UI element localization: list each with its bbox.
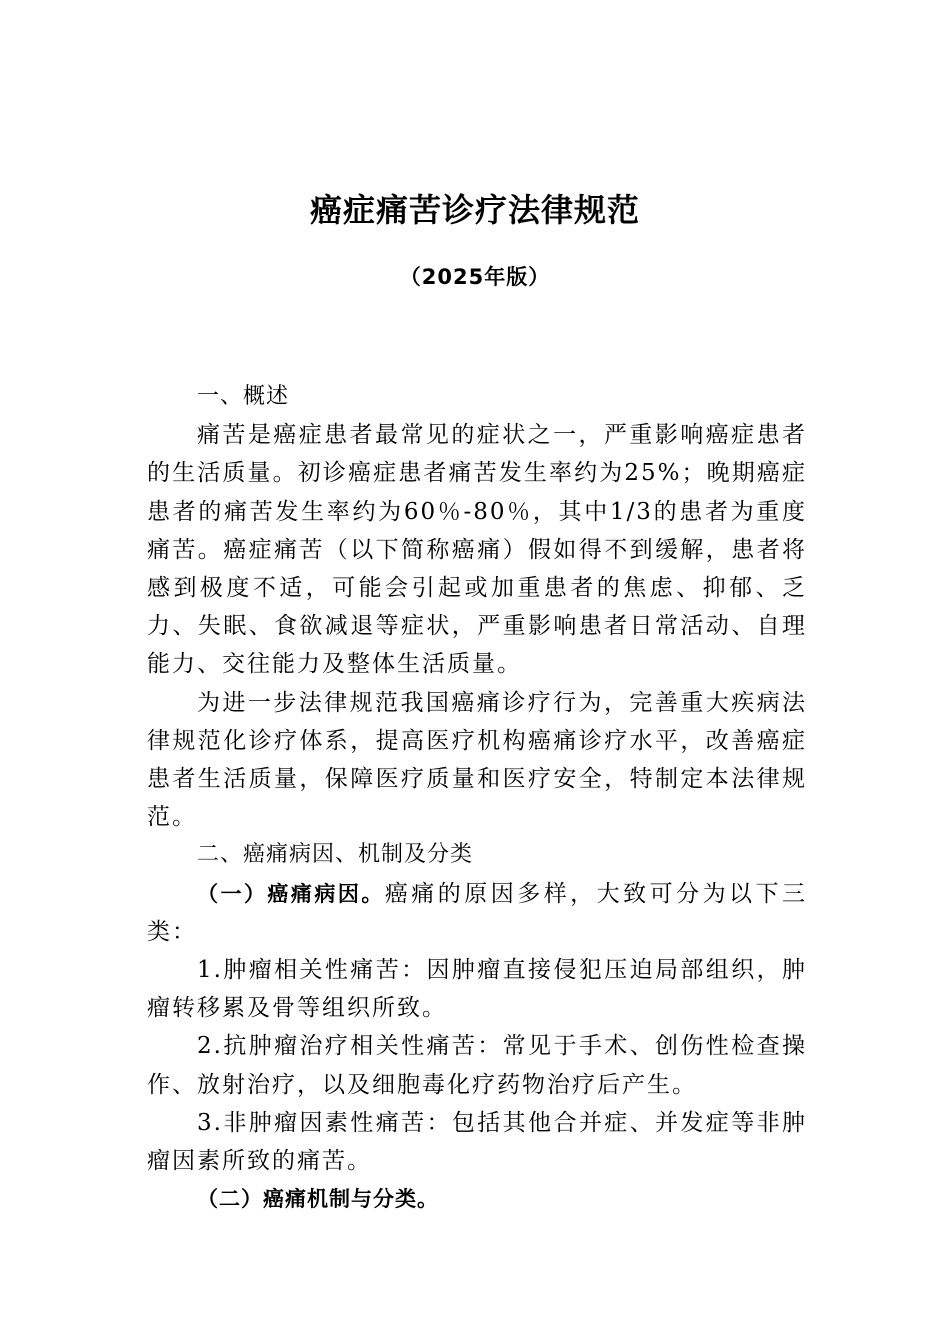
paragraph-overview-2: 为进一步法律规范我国癌痛诊疗行为，完善重大疾病法律规范化诊疗体系，提高医疗机构癌痛诊疗水平，改善癌症患者生活质量，保障医疗质量和医疗安全，特制定本法律规范。 <box>147 689 807 831</box>
subsection-label-mechanism: （二）癌痛机制与分类。 <box>197 1187 439 1212</box>
list-item-treatment-related: 2.抗肿瘤治疗相关性痛苦：常见于手术、创伤性检查操作、放射治疗，以及细胞毒化疗药物治疗后产生。 <box>147 1033 807 1098</box>
document-subtitle: （2025年版） <box>399 265 551 289</box>
section-heading-overview: 一、概述 <box>197 384 290 409</box>
list-item-non-tumor: 3.非肿瘤因素性痛苦：包括其他合并症、并发症等非肿瘤因素所致的痛苦。 <box>147 1109 807 1175</box>
document-title: 癌症痛苦诊疗法律规范 <box>309 191 640 229</box>
subsection-label-causes: （一）癌痛病因。 <box>197 881 385 906</box>
paragraph-overview-1: 痛苦是癌症患者最常见的症状之一，严重影响癌症患者的生活质量。初诊癌症患者痛苦发生率约为25%；晚期癌症患者的痛苦发生率约为60％-80％，其中1/3的患者为重度痛苦。癌症痛苦（以下简称癌痛）假如得不到缓解，患者将感到极度不适，可能会引起或加重患者的焦虑、抑郁、乏力、失眠、食欲减退等症状，严重影响患者日常活动、自理能力、交往能力及整体生活质量。 <box>147 422 807 678</box>
paragraph-causes-intro <box>147 875 807 951</box>
paragraph-mechanism <box>147 1180 807 1218</box>
subsection-text-causes: 癌痛的原因多样，大致可分为以下三类： <box>147 880 808 945</box>
list-item-tumor-related: 1.肿瘤相关性痛苦：因肿瘤直接侵犯压迫局部组织，肿瘤转移累及骨等组织所致。 <box>147 957 807 1022</box>
section-heading-causes: 二、癌痛病因、机制及分类 <box>197 842 474 868</box>
document-body <box>147 378 807 1218</box>
